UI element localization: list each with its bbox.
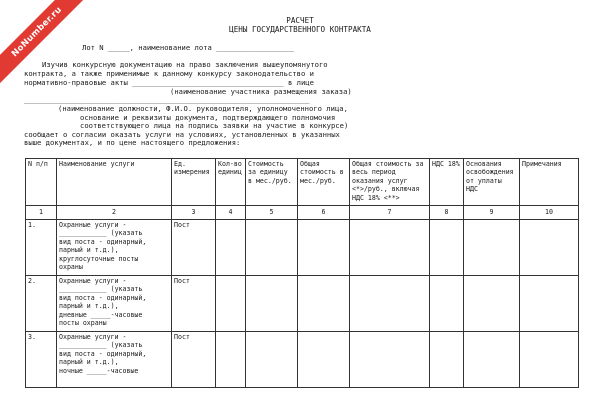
unit-cell: Пост <box>172 332 216 388</box>
header-cell: Ед. измерения <box>172 159 216 206</box>
service-text: парный и т.д.), <box>59 358 119 367</box>
intro-caption-participant: (наименование участника размещения заказа) <box>170 87 352 96</box>
unit-cell: Пост <box>172 220 216 276</box>
service-text: Охранные услуги - <box>59 277 127 285</box>
service-text: Охранные услуги - <box>59 221 127 229</box>
service-text: вид поста - одинарный, <box>59 293 147 302</box>
lot-line: Лот N _____, наименование лота __________________ <box>82 43 295 52</box>
column-number: 9 <box>464 206 520 220</box>
empty-cell <box>464 332 520 388</box>
table-row <box>26 220 579 276</box>
empty-cell <box>350 276 430 332</box>
intro-caption-signature: соответствующего лица на подпись заявки на участие в конкурсе) <box>80 121 349 130</box>
intro-caption-position: (наименование должности, Ф.И.О. руководителя, уполномоченного лица, <box>58 104 348 113</box>
column-number: 7 <box>350 206 430 220</box>
column-number: 8 <box>430 206 464 220</box>
service-text: ____________ (указать <box>59 341 143 350</box>
header-cell: Кол-во единиц <box>216 159 246 206</box>
column-number-row <box>26 206 579 220</box>
empty-cell <box>464 276 520 332</box>
intro-blank-line: __________________________________________________________________ <box>24 95 310 104</box>
table-row <box>26 332 579 388</box>
header-cell: Наименование услуги <box>57 159 172 206</box>
header-cell: НДС 18% <box>430 159 464 206</box>
price-table <box>25 158 579 388</box>
empty-cell <box>298 276 350 332</box>
intro-caption-document: основание и реквизиты документа, подтверждающего полномочия <box>80 113 336 122</box>
column-number: 1 <box>26 206 57 220</box>
empty-cell <box>216 332 246 388</box>
empty-cell <box>298 332 350 388</box>
row-number: 3. <box>26 332 57 388</box>
table-header-row <box>26 159 579 206</box>
empty-cell <box>298 220 350 276</box>
service-text: дневные _____-часовые <box>59 310 143 319</box>
service-text: парный и т.д.), <box>59 302 119 311</box>
header-cell: Общая стоимость в мес./руб. <box>298 159 350 206</box>
empty-cell <box>520 276 579 332</box>
service-text: посты охраны <box>59 319 107 328</box>
empty-cell <box>430 332 464 388</box>
empty-cell <box>246 276 298 332</box>
intro-line-offer: выше документах, и по цене настоящего предложения: <box>24 138 241 147</box>
service-text: вид поста - одинарный, <box>59 349 147 358</box>
document-subtitle: ЦЕНЫ ГОСУДАРСТВЕННОГО КОНТРАКТА <box>229 25 371 34</box>
header-cell: Общая стоимость за весь период оказания услуг <*>/руб., включая НДС 18% <**> <box>350 159 430 206</box>
empty-cell <box>464 220 520 276</box>
column-number: 10 <box>520 206 579 220</box>
intro-line-2: контракта, а также применимые к данному конкурсу законодательство и <box>24 69 314 78</box>
empty-cell <box>350 220 430 276</box>
service-cell <box>57 220 172 276</box>
unit-cell: Пост <box>172 276 216 332</box>
table-row <box>26 276 579 332</box>
empty-cell <box>430 276 464 332</box>
service-text: охраны <box>59 263 83 272</box>
row-number: 1. <box>26 220 57 276</box>
column-number: 3 <box>172 206 216 220</box>
empty-cell <box>520 332 579 388</box>
header-cell: Основания освобождения от уплаты НДС <box>464 159 520 206</box>
column-number: 6 <box>298 206 350 220</box>
empty-cell <box>246 220 298 276</box>
service-cell <box>57 332 172 388</box>
header-cell: N п/п <box>26 159 57 206</box>
empty-cell <box>246 332 298 388</box>
intro-line-3: нормативно-правовые акты ___________________________________ в лице <box>24 78 314 87</box>
service-text: ____________ (указать <box>59 285 143 294</box>
empty-cell <box>430 220 464 276</box>
intro-line-1: Изучив конкурсную документацию на право заключения вышеупомянутого <box>42 60 328 69</box>
column-number: 5 <box>246 206 298 220</box>
service-text: парный и т.д.), <box>59 246 119 255</box>
row-number: 2. <box>26 276 57 332</box>
header-cell: Стоимость за единицу в мес./руб. <box>246 159 298 206</box>
service-text: ночные _____-часовые <box>59 366 139 375</box>
service-cell <box>57 276 172 332</box>
watermark-ribbon: NoNumber.ru <box>0 0 97 92</box>
empty-cell <box>350 332 430 388</box>
column-number: 4 <box>216 206 246 220</box>
document-title: РАСЧЕТ <box>286 16 314 25</box>
empty-cell <box>520 220 579 276</box>
service-text: ____________ (указать <box>59 229 143 238</box>
column-number: 2 <box>57 206 172 220</box>
service-text: вид поста - одинарный, <box>59 237 147 246</box>
service-text: круглосуточные посты <box>59 254 139 263</box>
empty-cell <box>216 220 246 276</box>
header-cell: Примечания <box>520 159 579 206</box>
service-text: Охранные услуги - <box>59 333 127 341</box>
empty-cell <box>216 276 246 332</box>
intro-line-agree: сообщает о согласии оказать услуги на условиях, установленных в указанных <box>24 130 340 139</box>
